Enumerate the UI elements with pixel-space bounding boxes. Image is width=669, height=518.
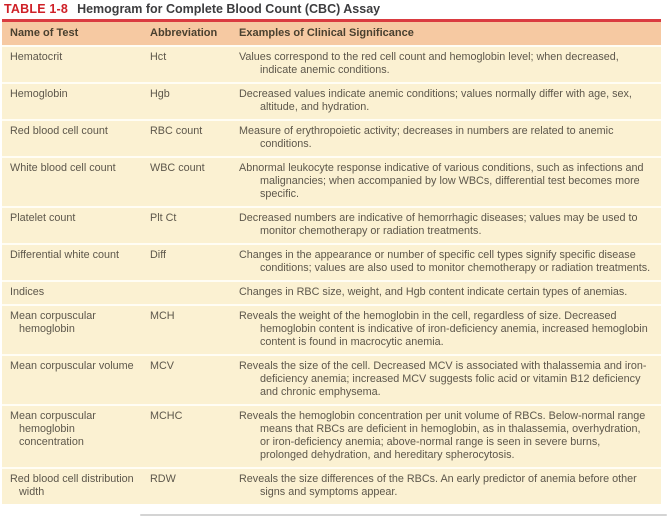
test-name-cell: Hemoglobin bbox=[10, 88, 68, 100]
test-name-cell: Differential white count bbox=[10, 249, 120, 261]
table-number-label: TABLE 1-8 bbox=[4, 2, 69, 16]
significance-cell: Reveals the weight of the hemoglobin in the cell, regardless of size. Decreased hemoglobin content is indicative of iron-deficiency anemia, increased hemoglobin content is found in macrocytic anemia. bbox=[239, 310, 648, 348]
abbreviation-cell: Plt Ct bbox=[150, 212, 177, 224]
abbreviation-cell: Hgb bbox=[150, 88, 170, 100]
significance-cell: Changes in the appearance or number of specific cell types signify specific disease conditions; values are also used to monitor chemotherapy or radiation treatments. bbox=[239, 249, 651, 274]
abbreviation-cell: MCHC bbox=[150, 410, 183, 422]
significance-cell: Decreased numbers are indicative of hemorrhagic diseases; values may be used to monitor chemotherapy or radiation treatments. bbox=[239, 212, 638, 237]
significance-cell: Changes in RBC size, weight, and Hgb content indicate certain types of anemias. bbox=[239, 286, 628, 298]
test-name-cell: Platelet count bbox=[10, 212, 76, 224]
test-name-cell: White blood cell count bbox=[10, 162, 116, 174]
significance-cell: Reveals the size of the cell. Decreased MCV is associated with thalassemia and iron-deficiency anemia; increased MCV suggests folic acid or vitamin B12 deficiency and chronic emphysema. bbox=[239, 360, 647, 398]
abbreviation-cell bbox=[142, 282, 231, 304]
table-row bbox=[2, 206, 661, 243]
significance-cell: Abnormal leukocyte response indicative of various conditions, such as infections and malignancies; when accompanied by low WBCs, differential test becomes more specific. bbox=[239, 162, 644, 200]
abbreviation-cell: WBC count bbox=[150, 162, 205, 174]
table-caption bbox=[4, 2, 665, 17]
abbreviation-cell: MCV bbox=[150, 360, 174, 372]
test-name-cell: Mean corpuscular volume bbox=[10, 360, 134, 372]
significance-cell: Measure of erythropoietic activity; decreases in numbers are related to anemic conditions. bbox=[239, 125, 614, 150]
abbreviation-cell: Diff bbox=[150, 249, 167, 261]
test-name-cell: Indices bbox=[10, 286, 45, 298]
table-row bbox=[2, 156, 661, 206]
table-row bbox=[2, 82, 661, 119]
significance-cell: Decreased values indicate anemic conditions; values normally differ with age, sex, altitude, and hydration. bbox=[239, 88, 632, 113]
table-row bbox=[2, 354, 661, 404]
table-header-row bbox=[2, 22, 661, 47]
test-name-cell: Mean corpuscular hemoglobin bbox=[10, 310, 96, 335]
significance-cell: Values correspond to the red cell count and hemoglobin level; when decreased, indicate anemic conditions. bbox=[239, 51, 619, 76]
abbreviation-cell: RDW bbox=[150, 473, 176, 485]
significance-cell: Reveals the size differences of the RBCs. An early predictor of anemia before other signs and symptoms appear. bbox=[239, 473, 637, 498]
significance-cell: Reveals the hemoglobin concentration per unit volume of RBCs. Below-normal range means that RBCs are deficient in hemoglobin, as in thalassemia, overhydration, or iron-deficiency anemia; above-normal range is seen in severe burns, prolonged dehydration, and hereditary spherocytosis. bbox=[239, 410, 646, 461]
table-row bbox=[2, 467, 661, 504]
abbreviation-cell: RBC count bbox=[150, 125, 203, 137]
table-row bbox=[2, 404, 661, 467]
table-row bbox=[2, 119, 661, 156]
test-name-cell: Mean corpuscular hemoglobin concentration bbox=[10, 410, 96, 448]
table-body bbox=[2, 47, 661, 504]
abbreviation-cell: Hct bbox=[150, 51, 167, 63]
next-table-top-rule bbox=[140, 514, 667, 516]
abbreviation-cell: MCH bbox=[150, 310, 175, 322]
table-row bbox=[2, 280, 661, 304]
cbc-table bbox=[2, 19, 661, 504]
table-row bbox=[2, 243, 661, 280]
table-title: Hemogram for Complete Blood Count (CBC) Assay bbox=[77, 2, 381, 16]
column-header-name-of-test: Name of Test bbox=[10, 27, 79, 39]
test-name-cell: Hematocrit bbox=[10, 51, 63, 63]
test-name-cell: Red blood cell count bbox=[10, 125, 108, 137]
test-name-cell: Red blood cell distribution width bbox=[10, 473, 134, 498]
column-header-abbreviation: Abbreviation bbox=[150, 27, 218, 39]
table-row bbox=[2, 304, 661, 354]
table-row bbox=[2, 47, 661, 82]
column-header-clinical-significance: Examples of Clinical Significance bbox=[239, 27, 414, 39]
